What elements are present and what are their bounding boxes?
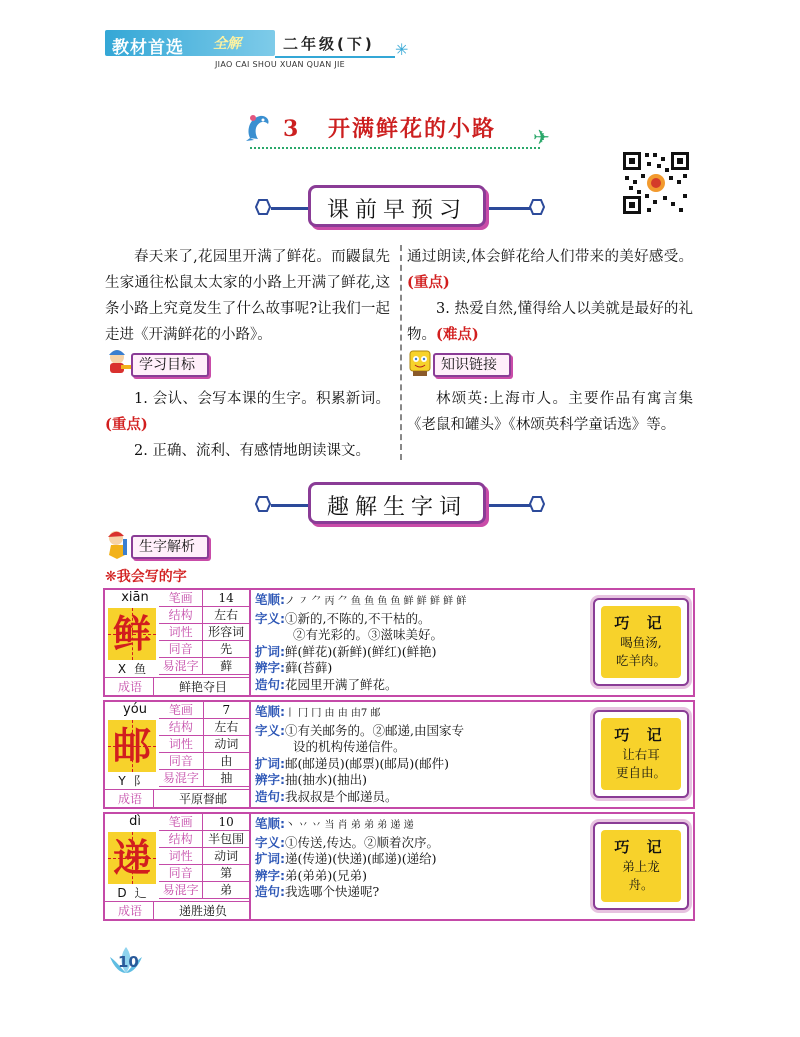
idiom-key: 成语: [117, 680, 142, 694]
example-sentence: 花园里开满了鲜花。: [285, 676, 398, 692]
idiom-row: [105, 901, 249, 920]
dolphin-icon: [244, 112, 272, 142]
card-detail: [255, 816, 585, 901]
attr-value: 14: [203, 590, 249, 607]
attr-row: [159, 658, 249, 675]
radical: 阝: [133, 774, 146, 788]
meaning-row: 字义:①传送,传达。②顺着次序。: [255, 834, 439, 850]
title-underline: [250, 147, 540, 149]
attr-table: [159, 590, 249, 675]
big-character: 邮: [108, 720, 156, 772]
tip-line-1: 弟上龙: [622, 859, 660, 874]
goal-item-2: 2. 正确、流利、有感情地朗读课文。: [134, 443, 370, 459]
attr-key: 词性: [159, 848, 203, 865]
memory-tip: [593, 822, 689, 910]
example-sentence: 我叔叔是个邮递员。: [285, 788, 398, 804]
char-pinyin: xiān: [121, 590, 149, 605]
attr-row: [159, 831, 249, 848]
knowledge-text: 林颂英:上海市人。主要作品有寓言集《老鼠和罐头》《林颂英科学童话选》等。: [407, 391, 693, 433]
attr-value: 动词: [203, 848, 249, 865]
char-pinyin: yóu: [123, 702, 147, 717]
attr-key: 笔画: [159, 590, 203, 607]
expanded-words: 鲜(鲜花)(新鲜)(鲜红)(鲜艳): [285, 643, 437, 659]
section-title-preview: 课前早预习: [326, 198, 467, 223]
attr-table: [159, 702, 249, 787]
tip-title: 巧 记: [614, 726, 668, 744]
meaning-row: 字义:①有关邮务的。②邮递,由国家专: [255, 722, 464, 738]
header-brand-pinyin: JIAO CAI SHOU XUAN QUAN JIE: [215, 60, 346, 69]
page-number: 10: [106, 945, 146, 977]
attr-value: 半包围: [203, 831, 249, 848]
attr-row: [159, 624, 249, 641]
distinguish-row: 辨字:弟(弟弟)(兄弟): [255, 867, 368, 883]
expanded-words: 递(传递)(快递)(邮递)(递给): [285, 851, 437, 866]
stroke-order: 丨 冂 冂 由 由 由7 邮: [285, 708, 381, 719]
section-title-words: 趣解生字词: [326, 495, 467, 520]
idiom-key: 成语: [117, 792, 142, 806]
attr-value: 左右: [203, 719, 249, 736]
goal-item-1: 1. 会认、会写本课的生字。积累新词。(重点): [105, 391, 390, 433]
write-chars-subhead: ❋我会写的字: [105, 569, 187, 585]
attr-value: 动词: [203, 736, 249, 753]
big-character: 鲜: [108, 608, 156, 660]
card-detail: [255, 704, 585, 805]
attr-key: 结构: [159, 607, 203, 624]
attr-row: [159, 590, 249, 607]
header-brand: 教材首选: [112, 38, 184, 58]
card-info: [105, 702, 251, 807]
big-character: 递: [108, 832, 156, 884]
tip-title: 巧 记: [614, 838, 668, 856]
meaning-1: ①有关邮务的。②邮递,由国家专: [285, 722, 464, 738]
index-letter: X: [117, 662, 127, 676]
char-pinyin: dì: [129, 814, 141, 829]
chars-label: 生字解析: [131, 535, 209, 559]
expanded-words: 邮(邮递员)(邮票)(邮局)(邮件): [285, 755, 450, 771]
attr-value: 第: [203, 865, 249, 882]
intro-text: 春天来了,花园里开满了鲜花。而鼹鼠先生家通往松鼠太太家的小路上开满了鲜花,这条小路上究竟发生了什么故事呢?让我们一起走进《开满鲜花的小路》。: [105, 249, 390, 343]
lesson-number: 3: [283, 116, 301, 142]
strokes-row: 笔顺:丶 丷 丷 当 肖 弟 弟 弟 递 递: [255, 816, 414, 831]
attr-value: 形容词: [203, 624, 249, 641]
student-icon: [103, 347, 133, 377]
attr-key: 同音: [159, 641, 203, 658]
attr-key: 词性: [159, 624, 203, 641]
radical: 辶: [134, 886, 147, 900]
idiom-value: 平原督邮: [153, 790, 250, 808]
goal-3-tag: (难点): [436, 326, 479, 343]
pencil-icon: [103, 529, 133, 559]
attr-key: 结构: [159, 831, 203, 848]
meaning-row: 字义:①新的,不陈的,不干枯的。: [255, 610, 431, 626]
attr-key: 易混字: [159, 770, 203, 787]
goal-item-3: 3. 热爱自然,懂得给人以美就是最好的礼物。(难点): [407, 301, 693, 343]
attr-key: 易混字: [159, 882, 203, 899]
goal-item-2-cont: 通过朗读,体会鲜花给人们带来的美好感受。(重点): [407, 249, 693, 291]
knowledge-label: 知识链接: [433, 353, 511, 377]
strokes-row: 笔顺:ノ ㇇ ⺈ 丙 ⺈ 鱼 鱼 鱼 鱼 鲜 鲜 鲜 鲜 鲜: [255, 592, 467, 607]
idiom-key: 成语: [117, 904, 142, 918]
attr-value: 左右: [203, 607, 249, 624]
knowledge-column: [407, 386, 693, 438]
tip-title: 巧 记: [614, 614, 668, 632]
attr-key: 笔画: [159, 702, 203, 719]
distinguish-row: 辨字:藓(苔藓): [255, 660, 333, 675]
attr-key: 笔画: [159, 814, 203, 831]
attr-key: 结构: [159, 719, 203, 736]
attr-row: [159, 882, 249, 899]
meaning-2: 设的机构传递信件。: [293, 739, 406, 754]
attr-value: 弟: [203, 882, 249, 899]
idiom-value: 递胜递负: [153, 902, 250, 920]
attr-row: [159, 702, 249, 719]
attr-value: 由: [203, 753, 249, 770]
sentence-row: 造句:我选哪个快递呢?: [255, 884, 380, 899]
tip-line-2: 舟。: [628, 877, 654, 892]
index-letter: Y: [118, 774, 126, 788]
character-card: [103, 812, 695, 921]
attr-value: 抽: [203, 770, 249, 787]
snowflake-icon: ✳: [395, 40, 409, 59]
distinguish-chars: 藓(苔藓): [285, 660, 333, 675]
idiom-row: [105, 677, 249, 696]
memory-tip: [593, 598, 689, 686]
attr-value: 10: [203, 814, 249, 831]
header-logo-text: 全解: [213, 36, 241, 52]
attr-row: [159, 865, 249, 882]
attr-key: 易混字: [159, 658, 203, 675]
attr-row: [159, 753, 249, 770]
section-banner-preview-box: [0, 183, 800, 233]
attr-row: [159, 607, 249, 624]
card-info: [105, 590, 251, 695]
lesson-name: 开满鲜花的小路: [327, 116, 496, 142]
words-row: 扩词:鲜(鲜花)(新鲜)(鲜红)(鲜艳): [255, 643, 437, 659]
attr-value: 先: [203, 641, 249, 658]
attr-key: 同音: [159, 753, 203, 770]
distinguish-row: 辨字:抽(抽水)(抽出): [255, 772, 368, 787]
character-card: [103, 700, 695, 809]
goal-1-tag: (重点): [105, 416, 148, 433]
lesson-title: [283, 112, 496, 143]
index-info: [105, 660, 159, 677]
intro-column: [105, 244, 390, 348]
column-divider: [400, 245, 402, 460]
distinguish-chars: 弟(弟弟)(兄弟): [285, 867, 368, 883]
stroke-order: ノ ㇇ ⺈ 丙 ⺈ 鱼 鱼 鱼 鱼 鲜 鲜 鲜 鲜 鲜: [285, 596, 467, 607]
section-banner-words-box: [0, 480, 800, 530]
words-row: 扩词:递(传递)(快递)(邮递)(递给): [255, 851, 437, 866]
tip-line-2: 更自由。: [615, 765, 666, 780]
example-sentence: 我选哪个快递呢?: [285, 884, 380, 899]
goal-2-tag: (重点): [407, 274, 450, 291]
attr-value: 藓: [203, 658, 249, 675]
goals-label: 学习目标: [131, 353, 209, 377]
idiom-value: 鲜艳夺目: [153, 678, 250, 696]
header-grade: 二年级(下): [283, 35, 375, 53]
goals-continued: [407, 244, 693, 348]
sentence-row: 造句:花园里开满了鲜花。: [255, 676, 398, 692]
character-card: [103, 588, 695, 697]
meaning-row-2: [255, 739, 585, 756]
stroke-order: 丶 丷 丷 当 肖 弟 弟 弟 递 递: [285, 820, 414, 831]
meaning-row-2: [255, 627, 585, 644]
attr-value: 7: [203, 702, 249, 719]
sponge-icon: [405, 347, 435, 377]
index-info: [105, 772, 159, 789]
plane-icon: ✈: [533, 125, 550, 149]
attr-row: [159, 814, 249, 831]
attr-row: [159, 770, 249, 787]
tip-line-1: 让右耳: [622, 747, 660, 762]
radical: 鱼: [134, 662, 147, 676]
tip-line-1: 喝鱼汤,: [620, 635, 662, 650]
meaning-1: ①传送,传达。②顺着次序。: [285, 834, 439, 850]
attr-row: [159, 719, 249, 736]
attr-table: [159, 814, 249, 899]
index-letter: D: [117, 886, 127, 900]
card-detail: [255, 592, 585, 693]
attr-row: [159, 848, 249, 865]
attr-key: 同音: [159, 865, 203, 882]
distinguish-chars: 抽(抽水)(抽出): [285, 772, 368, 787]
tip-line-2: 吃羊肉。: [615, 653, 666, 668]
sentence-row: 造句:我叔叔是个邮递员。: [255, 788, 398, 804]
attr-key: 词性: [159, 736, 203, 753]
goals-list: [105, 386, 390, 464]
attr-row: [159, 736, 249, 753]
header-rule: [275, 56, 395, 58]
card-info: [105, 814, 251, 919]
idiom-row: [105, 789, 249, 808]
meaning-2: ②有光彩的。③滋味美好。: [293, 627, 444, 642]
memory-tip: [593, 710, 689, 798]
words-row: 扩词:邮(邮递员)(邮票)(邮局)(邮件): [255, 755, 450, 771]
meaning-1: ①新的,不陈的,不干枯的。: [285, 610, 431, 626]
index-info: [105, 884, 159, 901]
strokes-row: 笔顺:丨 冂 冂 由 由 由7 邮: [255, 704, 381, 719]
attr-row: [159, 641, 249, 658]
